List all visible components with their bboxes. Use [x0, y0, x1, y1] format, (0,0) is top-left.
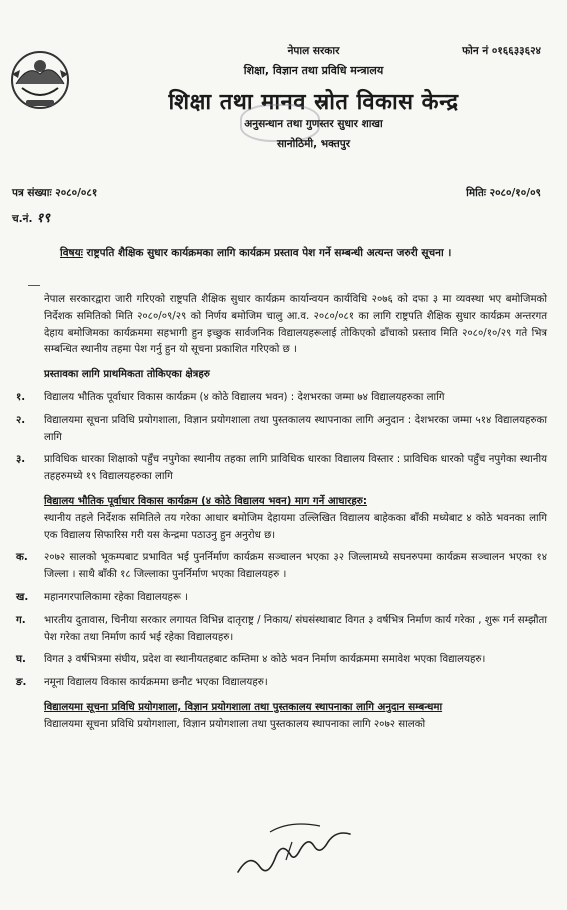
priority-item: ३. प्राविधिक धारका शिक्षाको पहुँच नपुगेका स्थानीय तहका लागि प्राविधिक धारका विद्यालय विस्तार : प्राविधिक धारको पहुँच नपुगेका स्थानीय तहहरुमध्ये १९ विद्यालयहरुका लागि [16, 454, 547, 483]
dispatch-label: च.नं. [12, 213, 33, 225]
signature-icon [230, 812, 360, 882]
office-address: सानोठिमी, भक्तपुर [276, 138, 351, 150]
branch-name: अनुसन्धान तथा गुणस्तर सुधार शाखा [244, 118, 383, 130]
priority-heading: प्रस्तावका लागि प्राथमिकता तोकिएका क्षेत्रहरु [44, 369, 210, 381]
grant-heading: विद्यालयमा सूचना प्रविधि प्रयोगशाला, विज्ञान प्रयोगशाला तथा पुस्तकालय स्थापनाका लागि अनुदान सम्बन्धमा [44, 701, 443, 713]
priority-item: १. विद्यालय भौतिक पूर्वाधार विकास कार्यक्रम (४ कोठे विद्यालय भवन) : देशभरका जम्मा ७४ विद्यालयहरुका लागि [16, 391, 445, 403]
subject-label: विषयः [60, 247, 83, 259]
grant-text: विद्यालयमा सूचना प्रविधि प्रयोगशाला, विज्ञान प्रयोगशाला तथा पुस्तकालय स्थापनाका लागि २०७२ सालको [44, 718, 426, 730]
basis-item: ङ. नमूना विद्यालय विकास कार्यक्रममा छनौट भएका विद्यालयहरु। [16, 677, 268, 689]
basis-heading: विद्यालय भौतिक पूर्वाधार विकास कार्यक्रम (४ कोठे विद्यालय भवन) माग गर्ने आधारहरु: [44, 495, 367, 507]
subject-text: राष्ट्रपति शैक्षिक सुधार कार्यक्रमका लागि कार्यक्रम प्रस्ताव पेश गर्ने सम्बन्धी अत्यन्त जरुरी सूचना । [86, 247, 452, 259]
letter-date: मितिः २०८०/१०/०९ [466, 187, 541, 199]
center-name: शिक्षा तथा मानव स्रोत विकास केन्द्र [168, 90, 459, 115]
basis-intro: स्थानीय तहले निर्देशक समितिले तय गरेका आधार बमोजिम देहायमा उल्लिखित विद्यालय बाहेकका बाँकी मध्येबाट ४ कोठे भवनका लागि एक विद्यालय सिफारिस गरी यस केन्द्रमा पठाउनु हुन अनुरोध छ। [44, 512, 547, 541]
priority-item: २. विद्यालयमा सूचना प्रविधि प्रयोगशाला, विज्ञान प्रयोगशाला तथा पुस्तकालय स्थापनाका लागि अनुदान : देशभरका जम्मा ५१४ विद्यालयहरुका लागि [16, 414, 547, 443]
government-name: नेपाल सरकार [287, 45, 340, 57]
subject-line [60, 246, 547, 260]
basis-item: ग. भारतीय दुतावास, चिनीया सरकार लगायत विभिन्न दातृराष्ट्र / निकाय/ संघसंस्थाबाट विगत ३ वर्षभित्र निर्माण कार्य गरेका , शुरू गर्न सम्झौता पेश गरेका तथा निर्माण कार्य भई रहेका विद्यालयहरु। [16, 614, 547, 643]
dispatch-value: १९ [36, 211, 51, 226]
dispatch-number [12, 208, 50, 226]
basis-item: ख. महानगरपालिकामा रहेका विद्यालयहरू । [16, 591, 188, 603]
intro-paragraph: नेपाल सरकारद्वारा जारी गरिएको राष्ट्रपति शैक्षिक सुधार कार्यक्रम कार्यान्वयन कार्यविधि २०७६ को दफा ३ मा व्यवस्था भए बमोजिमको निर्देशक समितिको मिति २०८०/०९/२९ को निर्णय बमोजिम चालु आ.व. २०८०/०८१ का लागि राष्ट्रपति शैक्षिक सुधार कार्यक्रम अन्तरगत देहाय बमोजिमका कार्यक्रममा सहभागी हुन इच्छुक सार्वजनिक विद्यालयहरूलाई तोकिएको ढाँचाको प्रस्ताव मिति २०८०/१०/२९ गते भित्र सम्बन्धित स्थानीय तहमा पेश गर्नु हुन यो सूचना प्रकाशित गरिएको छ । [44, 294, 547, 356]
basis-item: क. २०७२ सालको भूकम्पबाट प्रभावित भई पुनर्निर्माण कार्यक्रम सञ्चालन भएका ३२ जिल्लामध्ये सघनरुपमा कार्यक्रम सञ्चालन भएका १४ जिल्ला । साथै बाँकी १८ जिल्लाका पुनर्निर्माण भएका विद्यालयहरु । [16, 552, 547, 581]
ministry-name: शिक्षा, विज्ञान तथा प्रविधि मन्त्रालय [243, 64, 384, 77]
reference-number: पत्र संख्याः २०८०/०८१ [12, 187, 98, 199]
letter-body [16, 292, 547, 734]
phone-number: फोन नं ०१६६३३६२४ [462, 45, 541, 57]
divider [28, 285, 40, 286]
basis-item: घ. विगत ३ वर्षभित्रमा संघीय, प्रदेश वा स्थानीयतहबाट कम्तिमा ४ कोठे भवन निर्माण कार्यक्रममा समावेश भएका विद्यालयहरु। [16, 654, 486, 666]
